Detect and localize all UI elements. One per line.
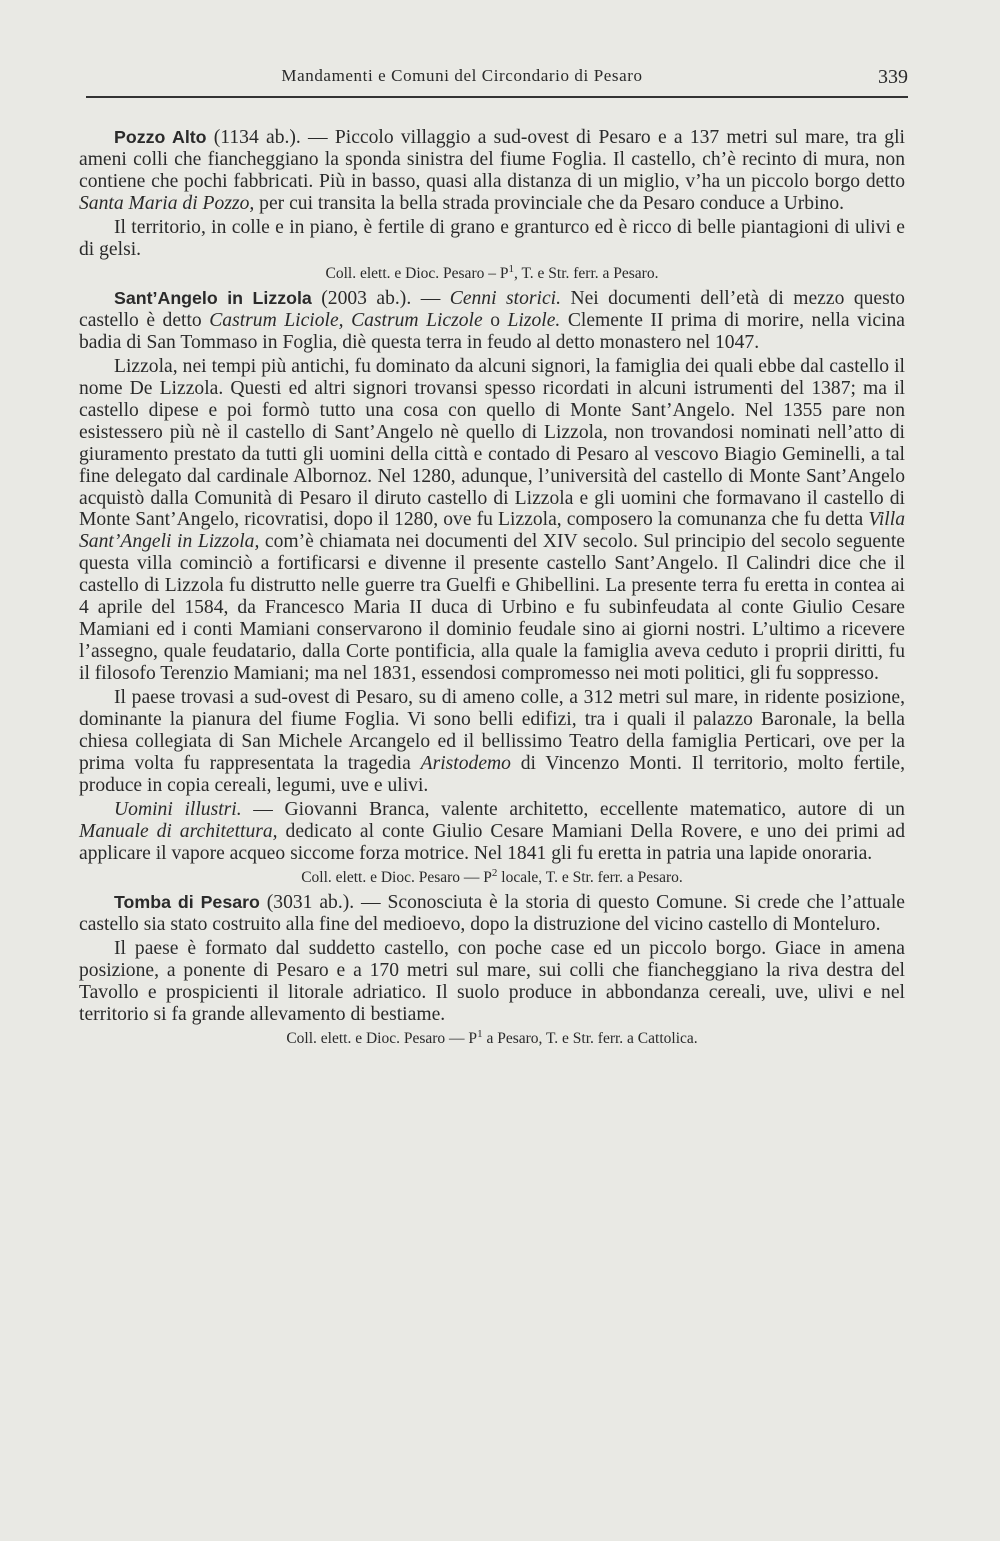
entry-heading-pozzo-alto: Pozzo Alto xyxy=(114,127,207,147)
entry-tomba-paragraph-2: Il paese è formato dal suddetto castello, con poche case ed un piccolo borgo. Giace in amena posizione, a ponente di Pesaro e a 170 metri sul mare, sui colli che fiancheggiano la riva destra del Tavollo e prospicienti il litorale adriatico. Il suolo produce in abbondanza cereali, uve, ulivi e nel territorio si fa grande allevamento di bestiame. xyxy=(79,938,905,1025)
running-header xyxy=(86,58,908,98)
entry-tomba-paragraph-1: Tomba di Pesaro (3031 ab.). — Sconosciuta è la storia di questo Comune. Si crede che l’attuale castello sia stato costruito alla fine del medioevo, dopo la distruzione del vicino castello di Monteluro. xyxy=(79,891,905,935)
electoral-note-pozzo-alto: Coll. elett. e Dioc. Pesaro – $P^1$, T. e Str. ferr. a Pesaro. xyxy=(325,263,659,283)
header-rule xyxy=(86,96,908,98)
place-name-italic: Santa Maria di Pozzo, xyxy=(79,192,255,214)
page-number: 339 xyxy=(878,66,908,88)
body-text xyxy=(79,127,905,1053)
electoral-note-santangelo: Coll. elett. e Dioc. Pesaro — $P^2$ locale, T. e Str. ferr. a Pesaro. xyxy=(301,867,683,887)
entry-heading-santangelo: Sant’Angelo in Lizzola xyxy=(114,287,312,308)
entry-santangelo-paragraph-3: Il paese trovasi a sud-ovest di Pesaro, su di ameno colle, a 312 metri sul mare, in ridente posizione, dominante la pianura del fiume Foglia. Vi sono belli edifizi, tra i quali il palazzo Baronale, la bella chiesa collegiata di San Michele Arcangelo ed il bellissimo Teatro della famiglia Perticari, ove per la prima volta fu rappresentata la tragedia Aristodemo di Vincenzo Monti. Il territorio, molto fertile, produce in copia cereali, legumi, uve e ulivi. xyxy=(79,687,905,796)
entry-pozzo-alto-paragraph-1: Pozzo Alto (1134 ab.). — Piccolo villaggio a sud-ovest di Pesaro e a 137 metri sul mare, tra gli ameni colli che fiancheggiano la sponda sinistra del fiume Foglia. Il castello, ch’è recinto di mura, non contiene che pochi fabbricati. Più in basso, quasi alla distanza di un miglio, v’ha un piccolo borgo detto Santa Maria di Pozzo, per cui transita la bella strada provinciale che da Pesaro conduce a Urbino. xyxy=(79,127,905,214)
entry-santangelo-paragraph-1: Sant’Angelo in Lizzola (2003 ab.). — Cenni storici. Nei documenti dell’età di mezzo questo castello è detto Castrum Liciole, Castrum Liczole o Lizole. Clemente II prima di morire, nella vicina badia di San Tommaso in Foglia, diè questa terra in feudo al detto monastero nel 1047. xyxy=(79,287,905,353)
entry-pozzo-alto-paragraph-2: Il territorio, in colle e in piano, è fertile di grano e granturco ed è ricco di belle piantagioni di ulivi e di gelsi. xyxy=(79,217,905,261)
running-title: Mandamenti e Comuni del Circondario di Pesaro xyxy=(281,66,643,85)
entry-santangelo-paragraph-4: Uomini illustri. — Giovanni Branca, valente architetto, eccellente matematico, autore di un Manuale di architettura, dedicato al conte Giulio Cesare Mamiani Della Rovere, e uno dei primi ad applicare il vapore acqueo siccome forza motrice. Nel 1841 gli fu eretta in patria una lapide onoraria. xyxy=(79,799,906,864)
entry-santangelo-paragraph-2: Lizzola, nei tempi più antichi, fu dominato da alcuni signori, la famiglia dei quali ebbe dal castello il nome De Lizzola. Questi ed altri signori trovansi spesso ricordati in alcuni istrumenti del 1387; ma il castello dipese e poi formò tutto una cosa con quello di Monte Sant’Angelo. Nel 1355 pare non esistessero più nè il castello di Sant’Angelo nè quello di Lizzola, non trovandosi nominati nell’atto di giuramento prestato da tutti gli uomini della città e contado di Pesaro al vescovo Biagio Geminelli, a tal fine delegato dal cardinale Albornoz. Nel 1280, adunque, l’università del castello di Monte Sant’Angelo acquistò dalla Comunità di Pesaro il diruto castello di Lizzola e gli uomini che formavano il castello di Monte Sant’Angelo, ricovratisi, dopo il 1280, ove fu Lizzola, composero la comunanza che fu detta Villa Sant’Angeli in Lizzola, com’è chiamata nei documenti del XIV secolo. Sul principio del secolo seguente questa villa cominciò a fortificarsi e divenne il presente castello Sant’Angelo. Il Calindri dice che il castello di Lizzola fu distrutto nelle guerre tra Guelfi e Ghibellini. La presente terra fu eretta in contea ai 4 aprile del 1584, da Francesco Maria II duca di Urbino e fu subinfeudata al conte Giulio Cesare Mamiani ed i conti Mamiani conservarono il dominio feudale sino ai giorni nostri. L’ultimo a ricevere l’assegno, quale feudatario, dalla Corte pontificia, alla quale la famiglia aveva ceduto i proprii diritti, fu il filosofo Terenzio Mamiani; ma nel 1831, essendosi compromesso nei moti politici, gli fu soppresso. xyxy=(79,356,905,684)
entry-heading-tomba: Tomba di Pesaro xyxy=(114,891,260,912)
electoral-note-tomba: Coll. elett. e Dioc. Pesaro — $P^1$ a Pesaro, T. e Str. ferr. a Cattolica. xyxy=(286,1028,698,1048)
